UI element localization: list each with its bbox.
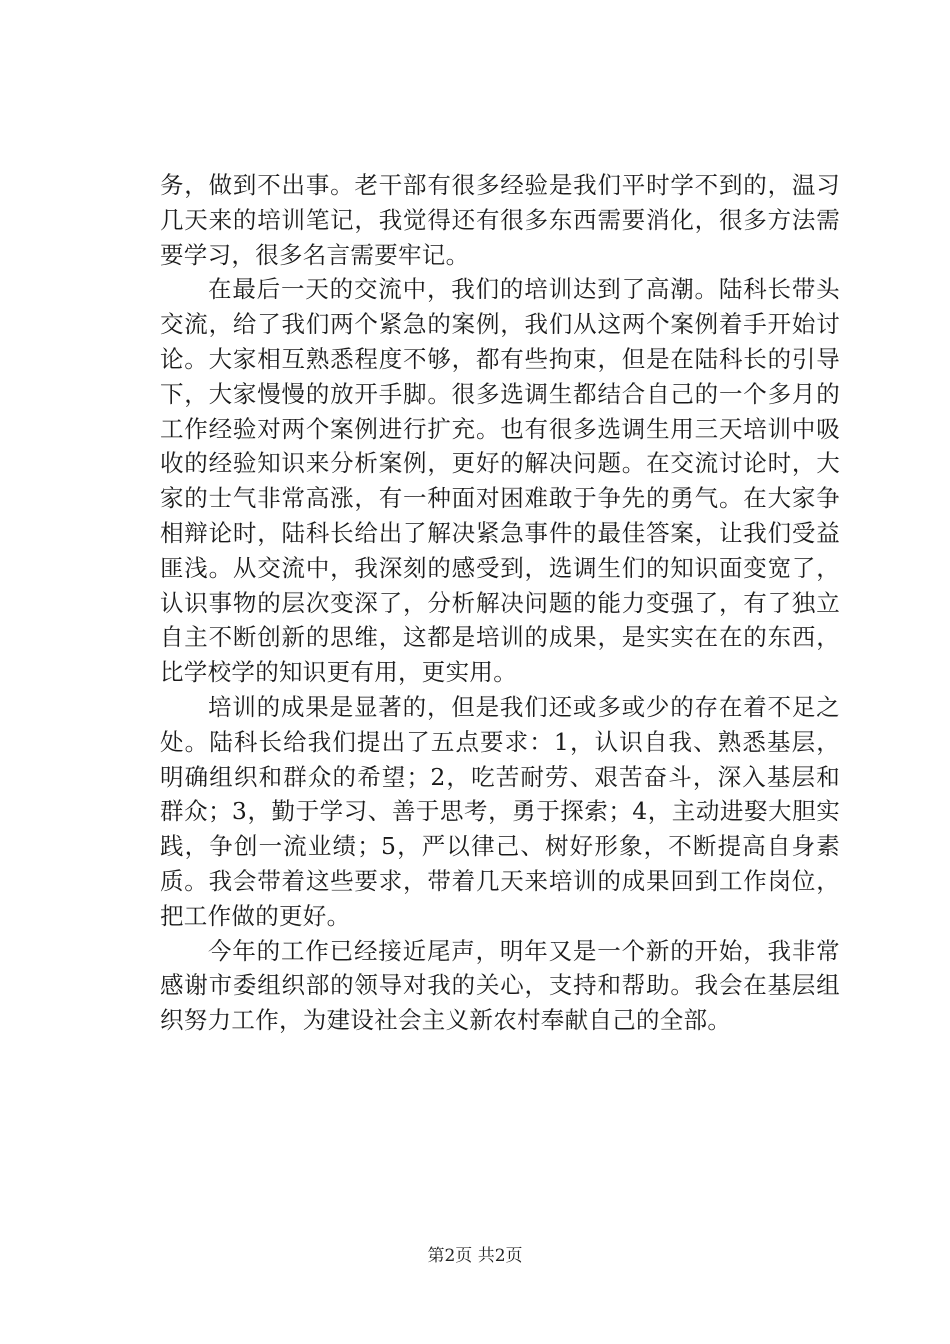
page-footer: 第2页 共2页: [427, 1246, 523, 1266]
document-body: [160, 168, 840, 1038]
paragraph-discussion: 在最后一天的交流中，我们的培训达到了高潮。陆科长带头交流，给了我们两个紧急的案例，我们从这两个案例着手开始讨论。大家相互熟悉程度不够，都有些拘束，但是在陆科长的引导下，大家慢慢的放开手脚。很多选调生都结合自己的一个多月的工作经验对两个案例进行扩充。也有很多选调生用三天培训中吸收的经验知识来分析案例，更好的解决问题。在交流讨论时，大家的士气非常高涨，有一种面对困难敢于争先的勇气。在大家争相辩论时，陆科长给出了解决紧急事件的最佳答案，让我们受益匪浅。从交流中，我深刻的感受到，选调生们的知识面变宽了，认识事物的层次变深了，分析解决问题的能力变强了，有了独立自主不断创新的思维，这都是培训的成果，是实实在在的东西，比学校学的知识更有用，更实用。: [160, 275, 840, 687]
paragraph-closing: 今年的工作已经接近尾声，明年又是一个新的开始，我非常感谢市委组织部的领导对我的关心，支持和帮助。我会在基层组织努力工作，为建设社会主义新农村奉献自己的全部。: [160, 936, 840, 1035]
paragraph-requirements: 培训的成果是显著的，但是我们还或多或少的存在着不足之处。陆科长给我们提出了五点要求：1，认识自我、熟悉基层，明确组织和群众的希望；2，吃苦耐劳、艰苦奋斗，深入基层和群众；3，勤于学习、善于思考，勇于探索；4，主动进娶大胆实践，争创一流业绩；5，严以律己、树好形象，不断提高自身素质。我会带着这些要求，带着几天来培训的成果回到工作岗位，把工作做的更好。: [160, 692, 840, 930]
paragraph-continuation: 务，做到不出事。老干部有很多经验是我们平时学不到的，温习几天来的培训笔记，我觉得还有很多东西需要消化，很多方法需要学习，很多名言需要牢记。: [160, 171, 840, 269]
